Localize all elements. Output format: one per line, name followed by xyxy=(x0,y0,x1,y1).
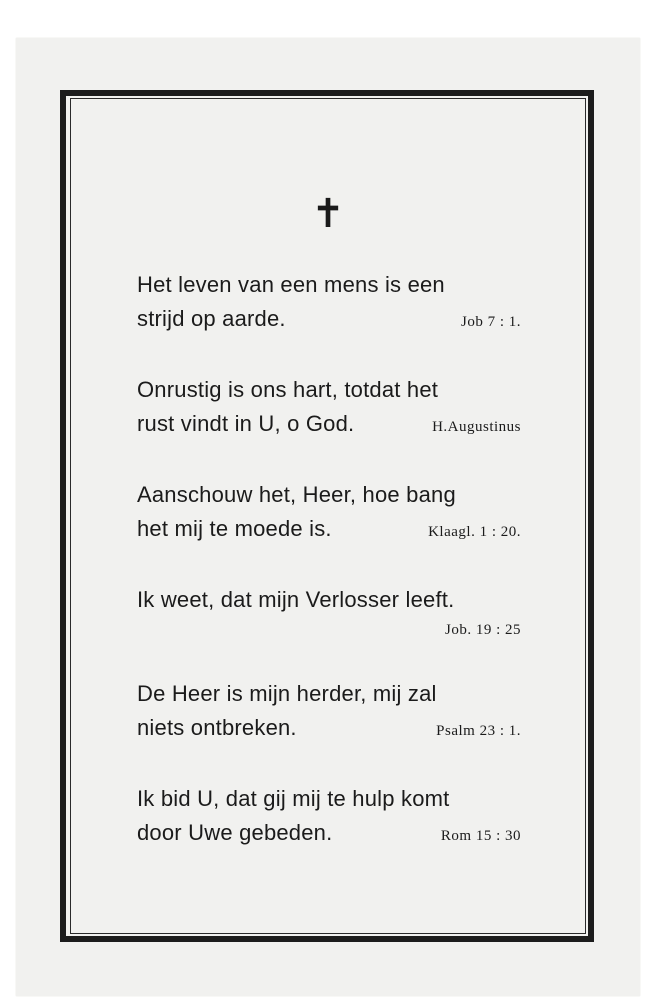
cross-icon: ✝ xyxy=(311,191,345,237)
verse-reference: Psalm 23 : 1. xyxy=(436,723,521,739)
verse-text: door Uwe gebeden. xyxy=(137,820,333,845)
verse-line xyxy=(137,478,521,512)
verse-line xyxy=(137,302,521,339)
verse-augustinus xyxy=(137,373,521,444)
verse-reference: Job. 19 : 25 xyxy=(444,622,521,638)
verse-text: het mij te moede is. xyxy=(137,516,332,541)
verse-job-19 xyxy=(137,583,521,643)
verse-line xyxy=(137,407,521,444)
verse-text: Onrustig is ons hart, totdat het xyxy=(137,377,439,402)
verse-text: Ik weet, dat mijn Verlosser leeft. xyxy=(137,587,455,612)
verse-line xyxy=(137,782,521,816)
verse-psalm-23 xyxy=(137,677,521,748)
verse-rom-15 xyxy=(137,782,521,853)
verse-text: strijd op aarde. xyxy=(137,306,286,331)
verse-line xyxy=(137,373,521,407)
verse-text: rust vindt in U, o God. xyxy=(137,411,355,436)
verse-reference: Job 7 : 1. xyxy=(460,314,521,330)
verse-text: Ik bid U, dat gij mij te hulp komt xyxy=(137,786,450,811)
verse-reference: H.Augustinus xyxy=(432,419,521,435)
verse-text: Aanschouw het, Heer, hoe bang xyxy=(137,482,456,507)
verse-line xyxy=(137,711,521,748)
verse-klaagl xyxy=(137,478,521,549)
verse-text: niets ontbreken. xyxy=(137,715,297,740)
verse-reference: Klaagl. 1 : 20. xyxy=(428,524,521,540)
verse-text: De Heer is mijn herder, mij zal xyxy=(137,681,437,706)
verse-line xyxy=(137,268,521,302)
verse-line xyxy=(137,677,521,711)
verse-line xyxy=(137,512,521,549)
verse-line xyxy=(137,816,521,853)
verse-text: Het leven van een mens is een xyxy=(137,272,445,297)
verse-reference: Rom 15 : 30 xyxy=(440,828,521,844)
verse-line xyxy=(137,583,521,617)
verse-list xyxy=(137,268,521,887)
verse-job-7 xyxy=(137,268,521,339)
